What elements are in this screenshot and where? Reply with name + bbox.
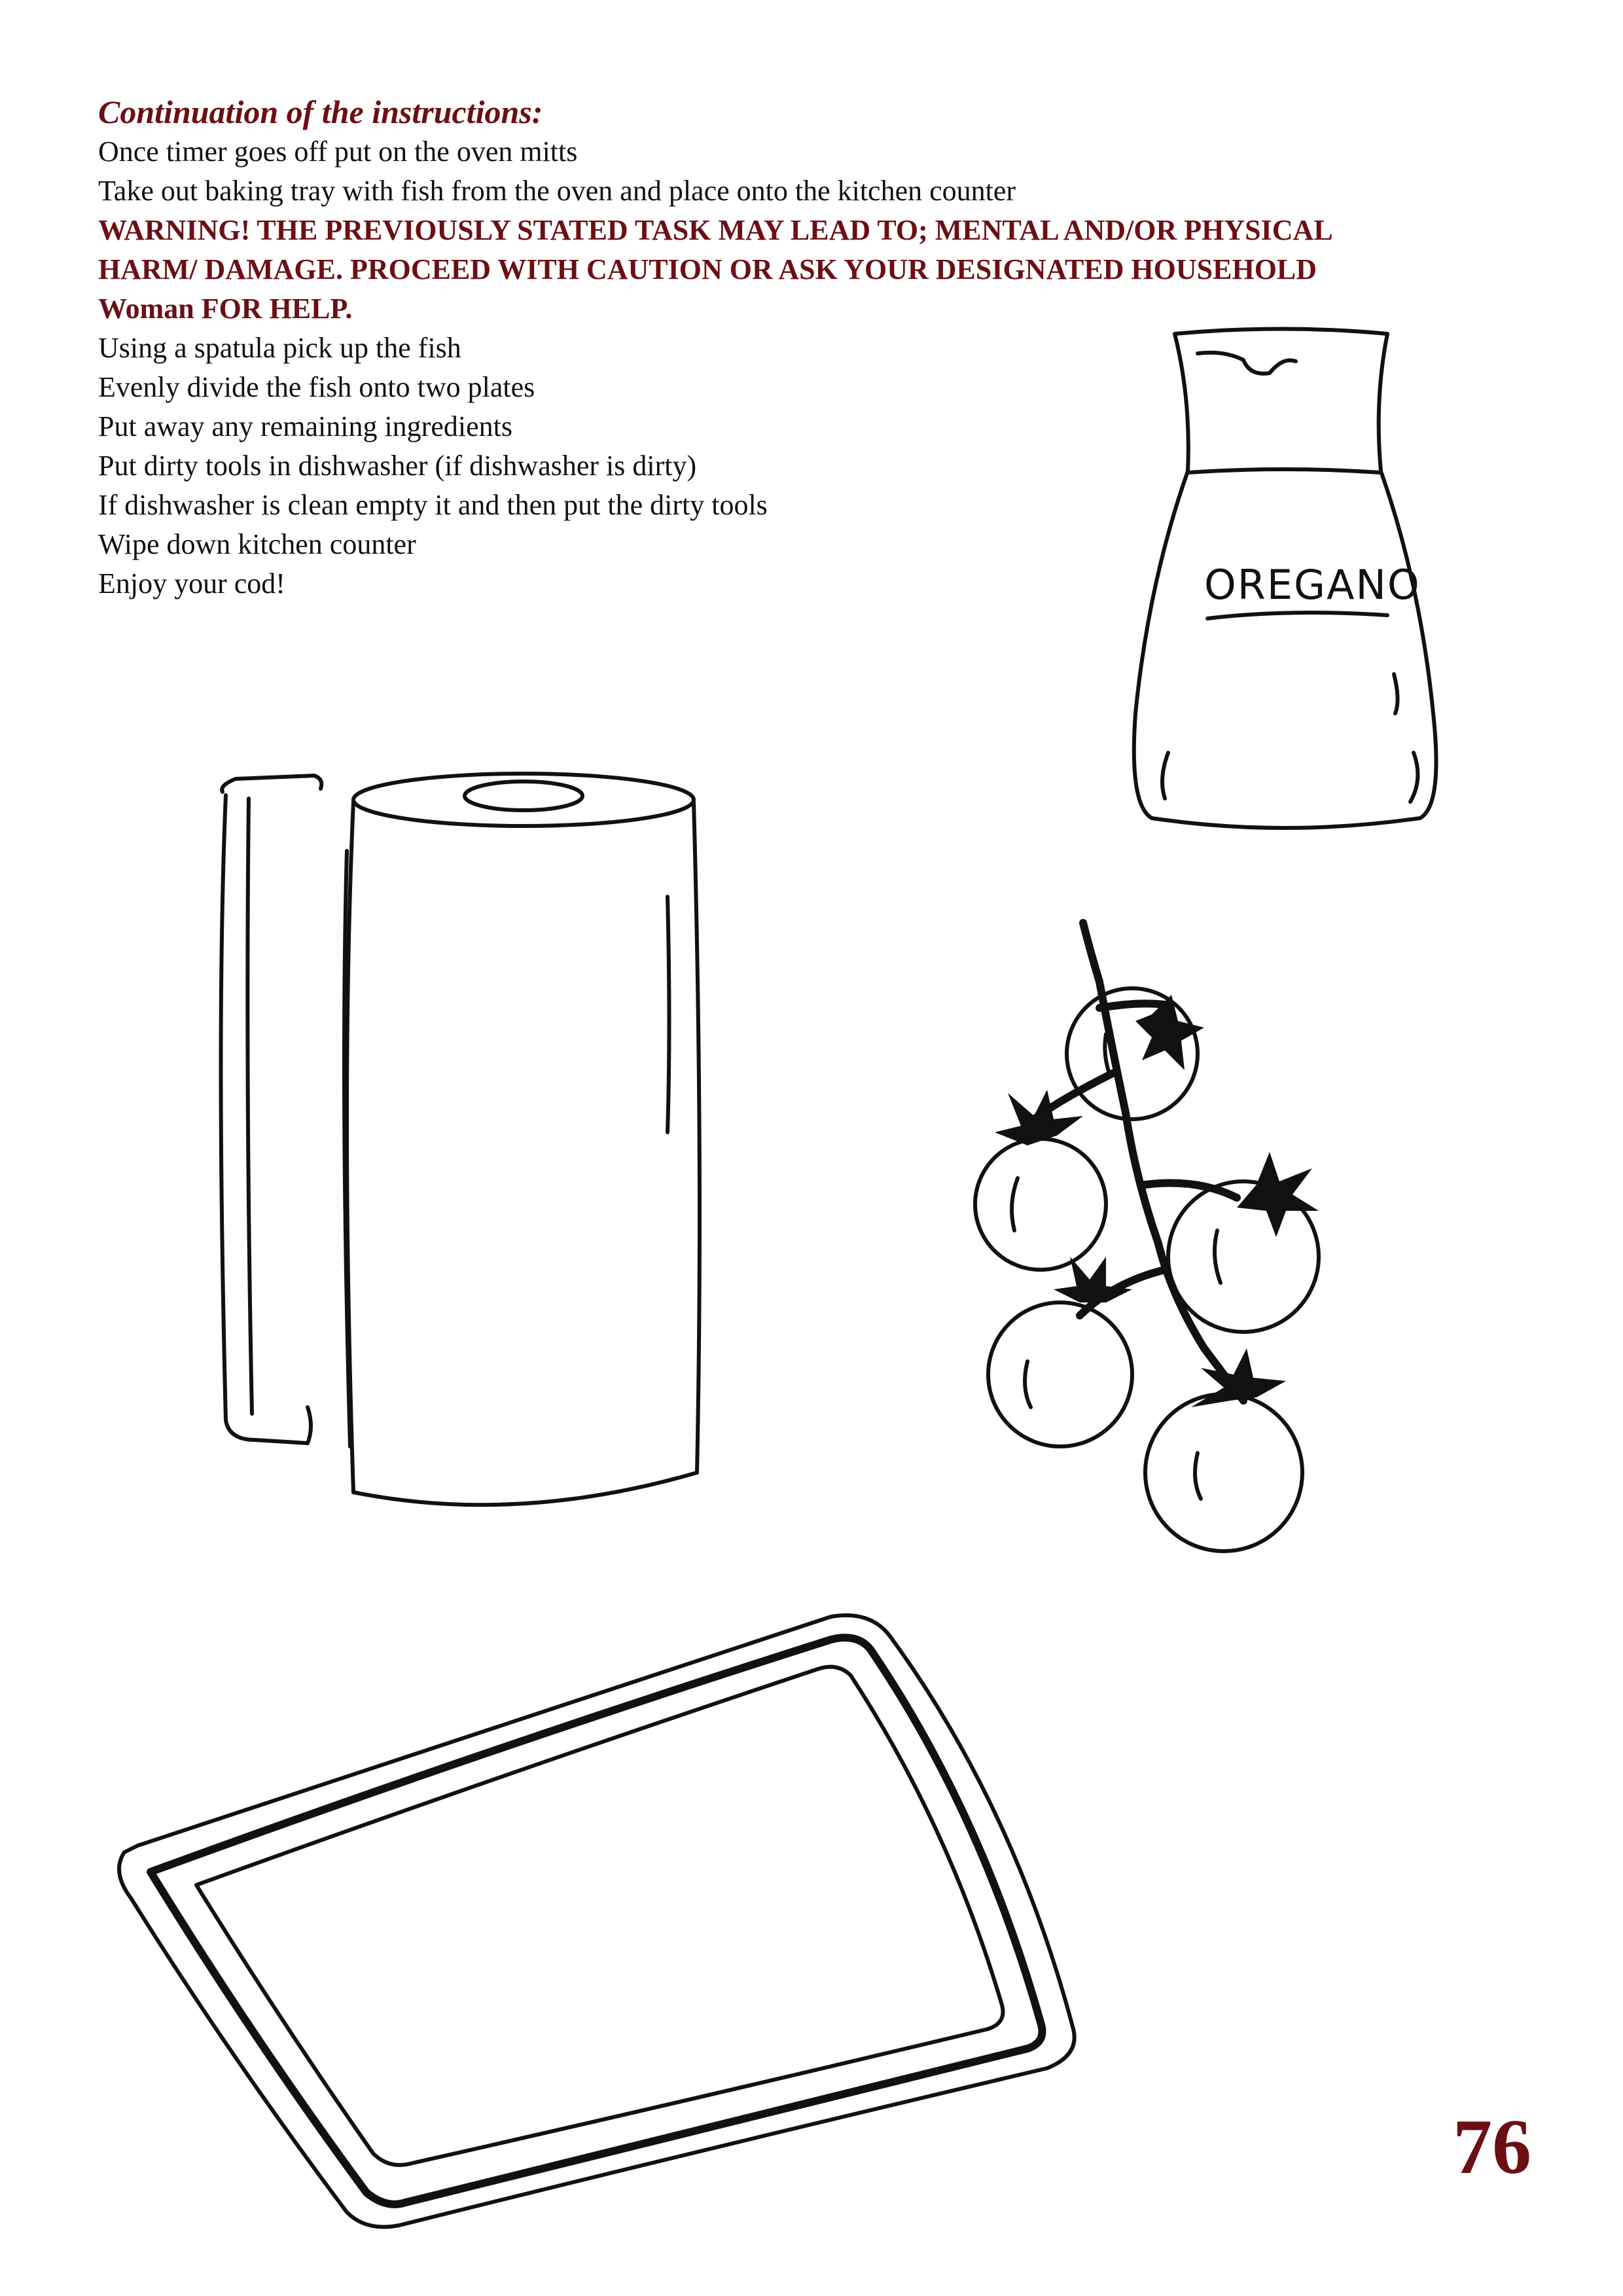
warning-line: Woman FOR HELP. (98, 293, 353, 325)
instruction-step: If dishwasher is clean empty it and then put the dirty tools (98, 489, 768, 521)
oregano-label: OREGANO (1204, 561, 1421, 609)
oregano-jar-icon (1113, 321, 1453, 851)
cherry-tomato-vine-icon (969, 903, 1387, 1564)
paper-towel-roll-icon (209, 766, 746, 1532)
warning-line: HARM/ DAMAGE. PROCEED WITH CAUTION OR ASK YOUR DESIGNATED HOUSEHOLD (98, 253, 1317, 285)
warning-line: WARNING! THE PREVIOUSLY STATED TASK MAY LEAD TO; MENTAL AND/OR PHYSICAL (98, 214, 1333, 246)
instruction-step: Put away any remaining ingredients (98, 410, 512, 442)
page-number: 76 (1453, 2103, 1531, 2190)
instructions-heading: Continuation of the instructions: (98, 94, 543, 130)
baking-tray-icon (98, 1597, 1132, 2245)
instruction-step: Enjoy your cod! (98, 567, 285, 600)
instruction-step: Using a spatula pick up the fish (98, 332, 461, 364)
instruction-step: Once timer goes off put on the oven mitts (98, 135, 578, 168)
instruction-step: Put dirty tools in dishwasher (if dishwasher is dirty) (98, 450, 697, 482)
instruction-step: Wipe down kitchen counter (98, 528, 416, 560)
instruction-step: Evenly divide the fish onto two plates (98, 371, 535, 403)
instruction-step: Take out baking tray with fish from the oven and place onto the kitchen counter (98, 175, 1016, 207)
